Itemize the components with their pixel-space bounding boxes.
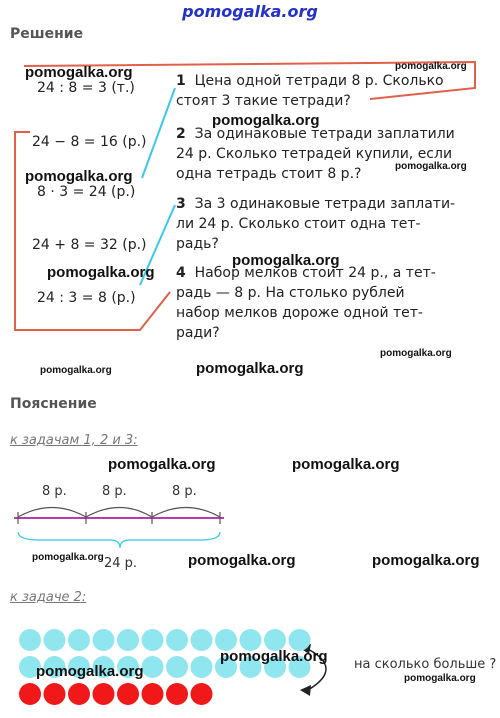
task-line: Набор мелков стоит 24 р., а тет- [194,265,436,281]
watermark: pomogalka.org [372,552,480,569]
circle [166,683,188,705]
task-line: радь? [176,236,219,252]
task-line: ли 24 р. Сколько стоит одна тет- [176,216,421,232]
circle [191,683,213,705]
watermark: pomogalka.org [220,648,328,665]
watermark: pomogalka.org [404,673,476,684]
circle [117,629,139,651]
task-number: 1 [176,73,186,89]
equation-4: 24 + 8 = 32 (р.) [32,237,147,253]
circle [142,629,164,651]
segment-label-2: 8 р. [102,484,127,499]
task-line: Цена одной тетради 8 р. Сколько [194,73,444,89]
subheading-tasks-1-2-3: к задачам 1, 2 и 3: [10,433,138,448]
task-line: За 3 одинаковые тетради заплати- [194,196,456,212]
question-how-much-more: на сколько больше ? [354,657,497,672]
circle [191,656,213,678]
circle [68,629,90,651]
circle [142,683,164,705]
watermark: pomogalka.org [25,168,133,185]
watermark: pomogalka.org [212,112,320,129]
equation-2: 24 − 8 = 16 (р.) [32,134,147,150]
total-label: 24 р. [104,556,138,571]
solution-heading: Решение [10,26,84,42]
circle [191,629,213,651]
explanation-heading: Пояснение [10,396,97,412]
segment-label-1: 8 р. [42,484,67,499]
task-line: 24 р. Сколько тетрадей купили, если [176,146,453,162]
segment-label-3: 8 р. [172,484,197,499]
watermark: pomogalka.org [36,663,144,680]
watermark: pomogalka.org [40,365,112,376]
equation-5: 24 : 3 = 8 (р.) [37,290,136,306]
watermark: pomogalka.org [380,348,452,359]
task-line: стоят 3 такие тетради? [176,93,351,109]
watermark: pomogalka.org [188,552,296,569]
circle [166,629,188,651]
circle [93,683,115,705]
watermark: pomogalka.org [196,360,304,377]
watermark: pomogalka.org [395,61,467,72]
circle [19,683,41,705]
task-number: 4 [176,265,186,281]
circle [19,629,41,651]
watermark: pomogalka.org [32,552,104,563]
circle [117,683,139,705]
circle [166,656,188,678]
watermark: pomogalka.org [395,161,467,172]
task-line: радь — 8 р. На столько рублей [176,285,405,301]
circle [68,683,90,705]
task-number: 3 [176,196,186,212]
circle [142,656,164,678]
circle [44,683,66,705]
task-line: одна тетрадь стоит 8 р.? [176,166,362,182]
task-line: набор мелков дороже одной тет- [176,305,423,321]
watermark: pomogalka.org [25,64,133,81]
circle [44,629,66,651]
circle [93,629,115,651]
equation-3: 8 · 3 = 24 (р.) [37,184,136,200]
task-line: За одинаковые тетради заплатили [194,126,455,142]
watermark: pomogalka.org [108,456,216,473]
subheading-task-2: к задаче 2: [10,590,87,605]
task-line: ради? [176,325,220,341]
task-number: 2 [176,126,186,142]
watermark: pomogalka.org [232,252,340,269]
red-row [19,683,213,705]
watermark: pomogalka.org [47,264,155,281]
equation-1: 24 : 8 = 3 (т.) [37,80,135,96]
watermark: pomogalka.org [292,456,400,473]
watermark-top: pomogalka.org [182,2,318,21]
